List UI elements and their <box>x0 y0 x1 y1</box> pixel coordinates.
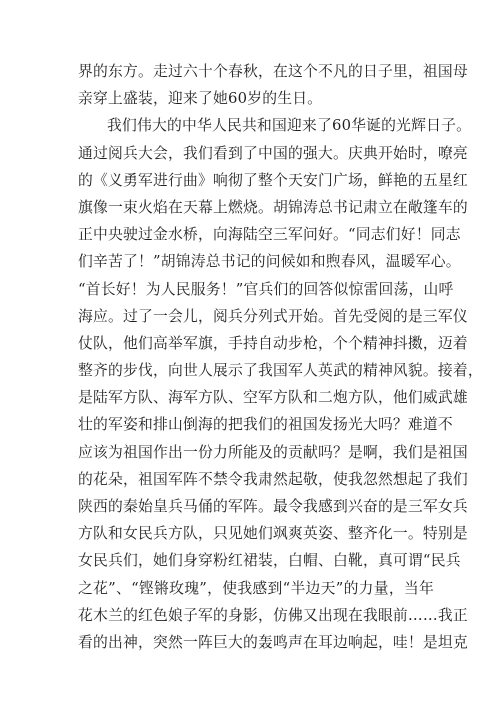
text-line: 旗像一束火焰在天幕上燃烧。胡锦涛总书记肃立在敞篷车的 <box>78 198 468 216</box>
text-line: 看的出神，突然一阵巨大的轰鸣声在耳边响起，哇！是坦克 <box>78 633 468 651</box>
text-line: 通过阅兵大会，我们看到了中国的强大。庆典开始时，嘹亮 <box>78 144 468 162</box>
article-body <box>78 58 483 656</box>
text-line: 的《义勇军进行曲》响彻了整个天安门广场，鲜艳的五星红 <box>78 171 468 189</box>
text-line: 之花”、“铿锵玫瑰”，使我感到“半边天”的力量，当年 <box>78 579 434 597</box>
text-line: 花木兰的红色娘子军的身影，仿佛又出现在我眼前……我正 <box>78 606 468 624</box>
text-line: 的花朵，祖国军阵不禁令我肃然起敬，使我忽然想起了我们 <box>78 470 468 488</box>
text-line: “首长好！为人民服务！”官兵们的回答似惊雷回荡，山呼 <box>78 280 454 298</box>
text-line: 界的东方。走过六十个春秋，在这个不凡的日子里，祖国母 <box>78 63 468 80</box>
text-line: 正中央驶过金水桥，向海陆空三军问好。“同志们好！同志 <box>78 226 461 244</box>
paragraph-first-line: 我们伟大的中华人民共和国迎来了60华诞的光辉日子。 <box>107 117 472 135</box>
text-line: 是陆军方队、海军方队、空军方队和二炮方队，他们威武雄 <box>78 389 468 407</box>
text-line: 陕西的秦始皇兵马俑的军阵。最令我感到兴奋的是三军女兵 <box>78 498 468 515</box>
text-line: 们辛苦了！”胡锦涛总书记的问候如和煦春风，温暖军心。 <box>78 253 461 271</box>
text-line: 壮的军姿和排山倒海的把我们的祖国发扬光大吗？难道不 <box>78 416 453 434</box>
text-line: 方队和女民兵方队，只见她们飒爽英姿、整齐化一。特别是 <box>78 525 468 543</box>
text-line: 海应。过了一会儿，阅兵分列式开始。首先受阅的是三军仪 <box>78 307 468 325</box>
text-line: 整齐的步伐，向世人展示了我国军人英武的精神风貌。接着， <box>78 362 483 380</box>
text-line: 仗队，他们高举军旗，手持自动步枪，个个精神抖擞，迈着 <box>78 334 468 352</box>
text-line: 女民兵们，她们身穿粉红裙装，白帽、白靴，真可谓“民兵 <box>78 552 461 570</box>
text-line: 应该为祖国作出一份力所能及的贡献吗？是啊，我们是祖国 <box>78 443 468 461</box>
text-line: 亲穿上盛装，迎来了她60岁的生日。 <box>78 90 323 108</box>
